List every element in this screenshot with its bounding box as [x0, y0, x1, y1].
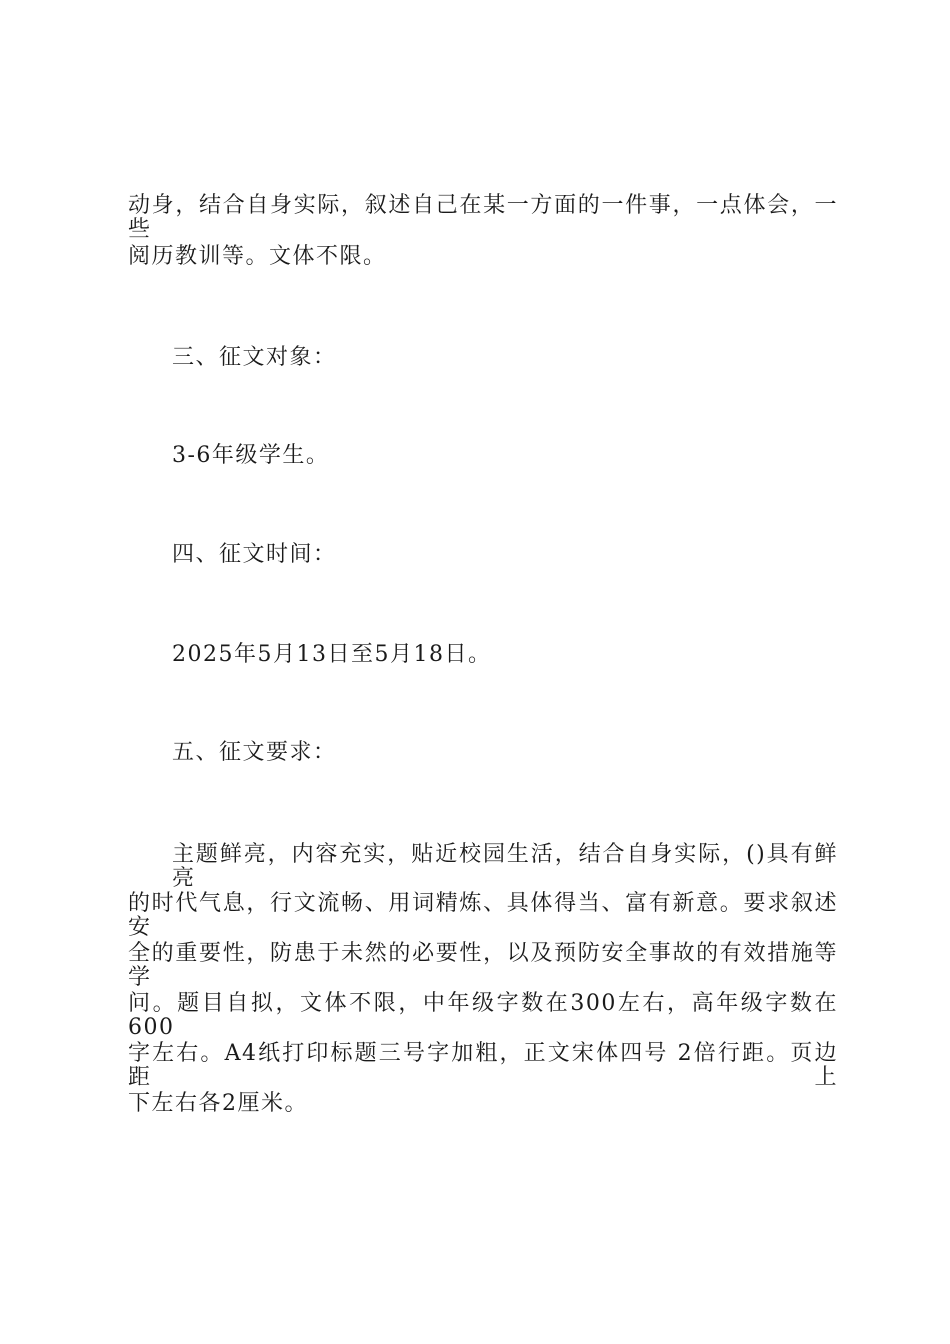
section-five-line-4: 问。题目自拟，文体不限，中年级字数在300左右，高年级字数在600 [128, 991, 838, 1040]
section-five-heading: 五、征文要求： [172, 740, 337, 765]
intro-line-1: 动身，结合自身实际，叙述自己在某一方面的一件事，一点体会，一些 [128, 193, 838, 242]
section-three-heading: 三、征文对象： [172, 345, 337, 370]
intro-line-2: 阅历教训等。文体不限。 [128, 244, 387, 269]
section-four-heading: 四、征文时间： [172, 542, 337, 567]
section-five-line-2: 的时代气息，行文流畅、用词精炼、具体得当、富有新意。要求叙述安 [128, 891, 838, 940]
section-four-body: 2025年5月13日至5月18日。 [172, 642, 492, 667]
section-five-line-5: 字左右。A4纸打印标题三号字加粗，正文宋体四号 2倍行距。页边距上 [128, 1041, 838, 1090]
section-five-line-1: 主题鲜亮，内容充实，贴近校园生活，结合自身实际，()具有鲜亮 [172, 842, 838, 891]
section-five-line-6: 下左右各2厘米。 [128, 1091, 308, 1116]
section-five-line-3: 全的重要性，防患于未然的必要性，以及预防安全事故的有效措施等学 [128, 941, 838, 990]
section-three-body: 3-6年级学生。 [172, 443, 330, 468]
